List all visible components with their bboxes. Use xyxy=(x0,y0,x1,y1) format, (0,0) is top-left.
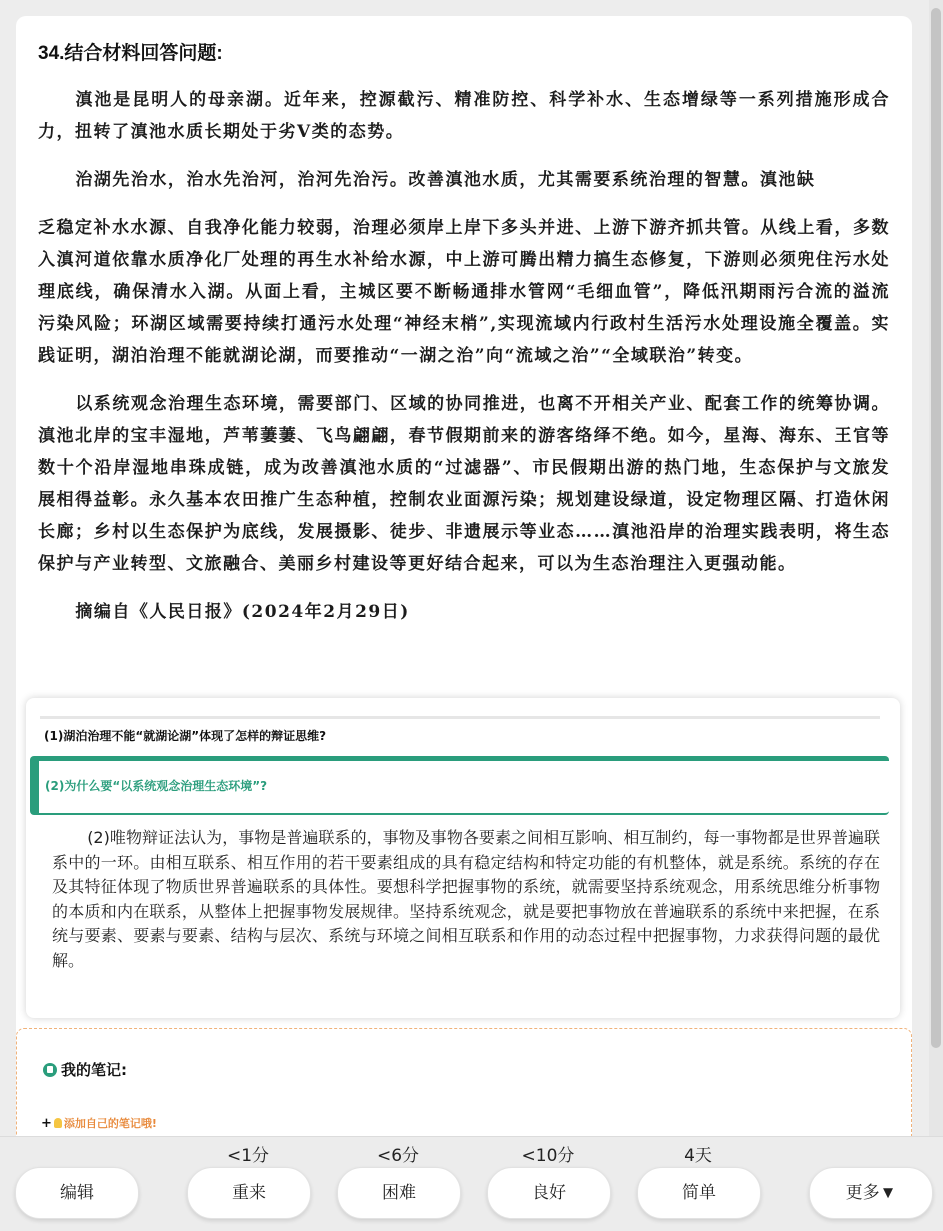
material-source: 摘编自《人民日报》(2024年2月29日) xyxy=(75,602,410,622)
more-button[interactable]: 更多▼ xyxy=(809,1167,933,1219)
material-paragraph: 乏稳定补水水源、自我净化能力较弱，治理必须岸上岸下多头并进、上游下游齐抓共管。从线上看，多数入滇河道依靠水质净化厂处理的再生水补给水源，中上游可腾出精力搞生态修复，下游则必须兜住污水处理底线，确保清水入湖。从面上看，主城区要不断畅通排水管网“毛细血管”，降低汛期雨污合流的溢流污染风险；环湖区域需要持续打通污水处理“神经末梢”,实现流域内行政村生活污水处理设施全覆盖。实践证明，湖泊治理不能就湖论湖，而要推动“一湖之治”向“流域之治”“全域联治”转变。 xyxy=(38,218,890,366)
interval-easy: 4天 xyxy=(684,1146,712,1166)
material-paragraph: 滇池是昆明人的母亲湖。近年来，控源截污、精准防控、科学补水、生态增绿等一系列措施形成合力，扭转了滇池水质长期处于劣V类的态势。 xyxy=(38,90,890,142)
lightbulb-icon xyxy=(54,1118,62,1128)
answer-text: (2)唯物辩证法认为，事物是普遍联系的，事物及事物各要素之间相互影响、相互制约，每一事物都是世界普遍联系中的一环。由相互联系、相互作用的若干要素组成的具有稳定结构和特定功能的有机整体，就是系统。系统的存在及其特征体现了物质世界普遍联系的具体性。要想科学把握事物的系统，就需要坚持系统观念，用系统思维分析事物的本质和内在联系，从整体上把握事物发展规律。坚持系统观念，就是要把事物放在普遍联系的系统中来把握，在系统与要素、要素与要素、结构与层次、系统与环境之间相互联系和作用的动态过程中把握事物，力求获得问题的最优解。 xyxy=(52,828,880,970)
hard-button[interactable]: 困难 xyxy=(337,1167,461,1219)
interval-again: <1分 xyxy=(226,1146,270,1166)
add-note-button[interactable] xyxy=(41,1115,157,1131)
again-button[interactable]: 重来 xyxy=(187,1167,311,1219)
subquestion-panel xyxy=(26,698,900,1018)
question-card xyxy=(16,16,912,1176)
question-title: 34.结合材料回答问题: xyxy=(38,43,223,64)
scrollbar-thumb[interactable] xyxy=(931,8,941,1048)
interval-hard: <6分 xyxy=(376,1146,420,1166)
good-button[interactable]: 良好 xyxy=(487,1167,611,1219)
add-note-label: 添加自己的笔记哦! xyxy=(63,1117,157,1130)
notes-header xyxy=(43,1059,127,1080)
easy-button[interactable]: 简单 xyxy=(637,1167,761,1219)
material-paragraph: 治湖先治水，治水先治河，治河先治污。改善滇池水质，尤其需要系统治理的智慧。滇池缺 xyxy=(75,170,816,190)
subquestion-2-active[interactable]: (2)为什么要“以系统观念治理生态环境”? xyxy=(30,756,889,815)
edit-button[interactable]: 编辑 xyxy=(15,1167,139,1219)
material-text xyxy=(38,84,890,644)
answer-toolbar xyxy=(0,1136,943,1231)
interval-good: <10分 xyxy=(521,1146,575,1166)
material-paragraph: 以系统观念治理生态环境，需要部门、区域的协同推进，也离不开相关产业、配套工作的统筹协调。滇池北岸的宝丰湿地，芦苇萋萋、飞鸟翩翩，春节假期前来的游客络绎不绝。如今，星海、海东、王官等数十个沿岸湿地串珠成链，成为改善滇池水质的“过滤器”、市民假期出游的热门地，生态保护与文旅发展相得益彰。永久基本农田推广生态种植，控制农业面源污染；规划建设绿道，设定物理区隔、打造休闲长廊；乡村以生态保护为底线，发展摄影、徒步、非遗展示等业态……滇池沿岸的治理实践表明，将生态保护与产业转型、文旅融合、美丽乡村建设等更好结合起来，可以为生态治理注入更强动能。 xyxy=(38,394,890,574)
notes-title: 我的笔记: xyxy=(61,1061,127,1079)
scrollbar[interactable] xyxy=(929,0,943,1136)
plus-icon: + xyxy=(41,1116,52,1131)
subquestion-1[interactable]: (1)湖泊治理不能“就湖论湖”体现了怎样的辩证思维? xyxy=(40,716,880,753)
note-book-icon xyxy=(43,1063,57,1077)
